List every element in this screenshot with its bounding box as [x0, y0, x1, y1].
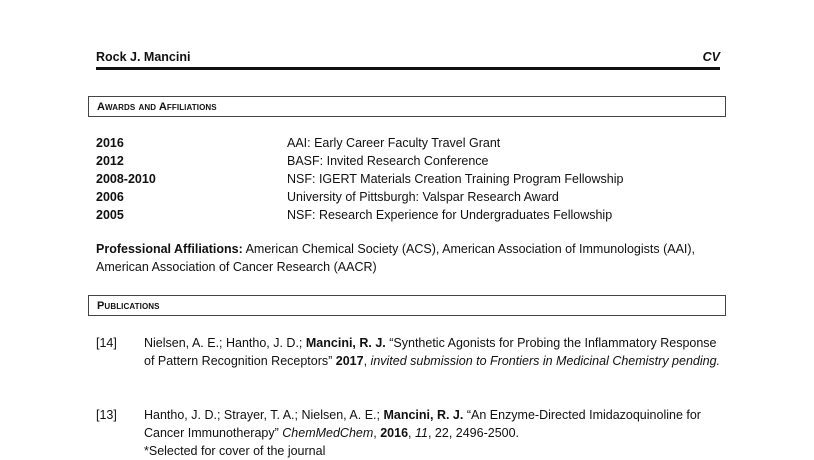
- page-header: [96, 50, 720, 70]
- award-text: NSF: IGERT Materials Creation Training Program Fellowship: [287, 172, 624, 186]
- award-text: NSF: Research Experience for Undergraduates Fellowship: [287, 208, 613, 222]
- pub-author-highlight: Mancini, R. J.: [305, 336, 386, 350]
- award-text: AAI: Early Career Faculty Travel Grant: [287, 136, 501, 150]
- award-text: BASF: Invited Research Conference: [287, 154, 489, 168]
- affiliations-label: Professional Affiliations:: [96, 242, 243, 256]
- pub-year: 2016: [380, 426, 409, 440]
- publication-citation: Hantho, J. D.; Strayer, T. A.; Nielsen, A. E.; Mancini, R. J. “An Enzyme-Directed Imidazoquinoline for Cancer Immunotherapy” ChemMedChem, 2016, 11, 22, 2496-2500. *Selected for cover of the journal: [144, 408, 701, 458]
- awards-section-title: Awards and Affiliations: [97, 101, 217, 113]
- affiliations-text: American Chemical Society (ACS), American Association of Immunologists (AAI), American Association of Cancer Research (AACR): [96, 242, 696, 274]
- publication-number: [13]: [96, 408, 117, 422]
- pub-authors: Hantho, J. D.; Strayer, T. A.; Nielsen, A. E.;: [144, 408, 384, 422]
- awards-section-header: [88, 96, 726, 117]
- professional-affiliations: [96, 240, 736, 276]
- award-year: 2006: [96, 190, 124, 204]
- publications-section-title: Publications: [97, 300, 160, 312]
- pub-journal: ChemMedChem: [282, 426, 374, 440]
- pub-author-highlight: Mancini, R. J.: [383, 408, 464, 422]
- pub-year: 2017: [335, 354, 364, 368]
- publication-number: [14]: [96, 336, 117, 350]
- pub-title: “An Enzyme-Directed Imidazoquinoline for Cancer Immunotherapy”: [144, 408, 701, 440]
- author-name: Rock J. Mancini: [96, 50, 191, 64]
- pub-authors: Nielsen, A. E.; Hantho, J. D.;: [144, 336, 306, 350]
- pub-volume: 11: [415, 426, 428, 440]
- award-year: 2012: [96, 154, 124, 168]
- award-text: University of Pittsburgh: Valspar Research Award: [287, 190, 559, 204]
- pub-title: “Synthetic Agonists for Probing the Inflammatory Response of Pattern Recognition Receptors”: [144, 336, 717, 368]
- pub-pages: , 22, 2496-2500.: [427, 426, 520, 440]
- award-year: 2008-2010: [96, 172, 156, 186]
- pub-note: invited submission to Frontiers in Medicinal Chemistry pending.: [370, 354, 721, 368]
- cv-label: CV: [702, 50, 720, 64]
- award-year: 2005: [96, 208, 124, 222]
- publication-citation: Nielsen, A. E.; Hantho, J. D.; Mancini, R. J. “Synthetic Agonists for Probing the Inflammatory Response of Pattern Recognition Receptors” 2017, invited submission to Frontiers in Medicinal Chemistry pending.: [144, 336, 721, 368]
- pub-cover-note: *Selected for cover of the journal: [144, 444, 326, 458]
- award-year: 2016: [96, 136, 124, 150]
- publications-section-header: [88, 295, 726, 316]
